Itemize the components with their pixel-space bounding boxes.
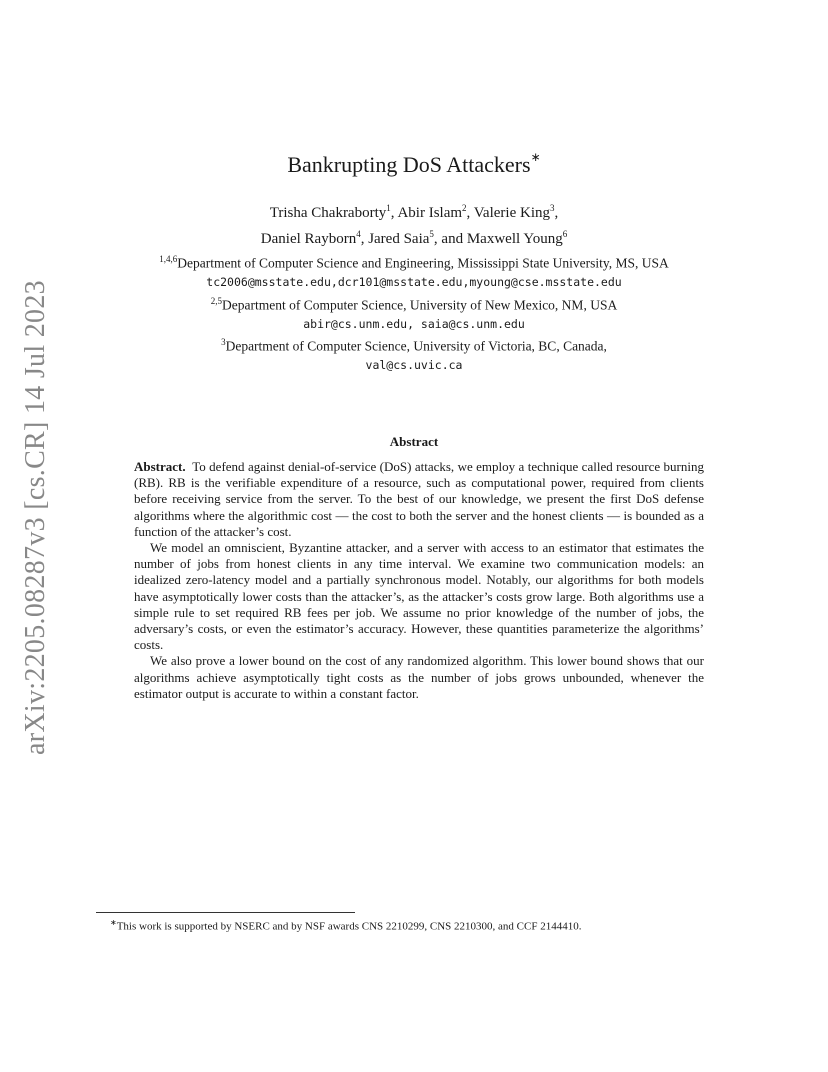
abstract-paragraph: We model an omniscient, Byzantine attacker, and a server with access to an estimator that estimates the number of jobs from honest clients in any time interval. We examine two communication models: an idealized zero-latency model and a partially synchronous model. Notably, our algorithms for both models have asymptotically lower costs than the attacker’s, as the attacker’s costs grow large. Both algorithms use a simple rule to set required RB fees per job. We assume no prior knowledge of the number of jobs, the adversary’s costs, or even the estimator’s accuracy. However, these quantities parameterize the algorithms’ costs. (134, 540, 704, 653)
affiliation-mark: 3 (221, 337, 226, 347)
author-affil-mark: 2 (462, 203, 467, 213)
affiliation-mark: 1,4,6 (159, 254, 178, 264)
author-affil-mark: 5 (429, 229, 434, 239)
author-name: Jared Saia (368, 231, 430, 247)
author-line-1 (0, 198, 828, 224)
abstract-lead: Abstract. (134, 459, 186, 474)
author-affil-mark: 6 (562, 229, 568, 239)
affiliation-mark: 2,5 (210, 296, 223, 306)
author-affil-mark: 3 (550, 203, 555, 213)
author-affil-mark: 4 (356, 229, 361, 239)
author-name: Daniel Rayborn (260, 231, 357, 247)
abstract-text: To defend against denial-of-service (DoS) attacks, we employ a technique called resource burning (RB). RB is the verifiable expenditure of a resource, such as computational power, required from clients before receiving service from the server. To the best of our knowledge, we present the first DoS defense algorithms where the algorithmic cost — the cost to both the server and the honest clients — is bounded as a function of the attacker’s cost. (134, 459, 704, 539)
affiliation-emails: abir@cs.unm.edu, saia@cs.unm.edu (303, 316, 525, 331)
affiliation-text: Department of Computer Science and Engineering, Mississippi State University, MS, USA (177, 255, 669, 271)
author-separator: , (360, 231, 369, 247)
paper-title (0, 152, 828, 178)
affiliation-emails: val@cs.uvic.ca (365, 357, 463, 372)
affiliation-text: Department of Computer Science, University of Victoria, BC, Canada, (225, 338, 607, 354)
footnote-divider (96, 912, 355, 913)
footnote-text: This work is supported by NSERC and by NSF awards CNS 2210299, CNS 2210300, and CCF 2144410. (116, 920, 582, 933)
affiliation-line (0, 250, 828, 273)
affiliation-text: Department of Computer Science, University of New Mexico, NM, USA (222, 297, 618, 313)
arxiv-identifier-stamp: arXiv:2205.08287v3 [cs.CR] 14 Jul 2023 (20, 280, 51, 755)
affiliation-block (0, 333, 828, 374)
title-footnote-mark: ∗ (530, 150, 541, 164)
title-text: Bankrupting DoS Attackers (287, 152, 531, 177)
author-name: Maxwell Young (466, 231, 563, 247)
author-name: Valerie King (473, 205, 550, 221)
author-name: Abir Islam (397, 205, 463, 221)
footnote-mark: ∗ (110, 918, 117, 927)
abstract-body (134, 459, 704, 702)
affiliation-block (0, 250, 828, 291)
author-line-2 (0, 224, 828, 250)
author-separator: , (390, 205, 398, 221)
author-name: Trisha Chakraborty (269, 205, 387, 221)
affiliation-line (0, 333, 828, 356)
affiliation-emails: tc2006@msstate.edu,dcr101@msstate.edu,myoung@cse.msstate.edu (206, 274, 622, 289)
author-separator: , and (433, 231, 467, 247)
abstract-heading: Abstract (389, 434, 439, 449)
footnote (110, 916, 750, 934)
abstract-paragraph (134, 459, 704, 540)
author-separator: , (466, 205, 474, 221)
author-list (0, 198, 828, 250)
affiliation-line (0, 292, 828, 315)
author-separator: , (554, 205, 559, 221)
affiliation-block (0, 292, 828, 333)
author-affil-mark: 1 (386, 203, 391, 213)
abstract-paragraph: We also prove a lower bound on the cost of any randomized algorithm. This lower bound shows that our algorithms achieve asymptotically tight costs as the number of jobs grows unbounded, whenever the estimator output is accurate to within a constant factor. (134, 653, 704, 701)
